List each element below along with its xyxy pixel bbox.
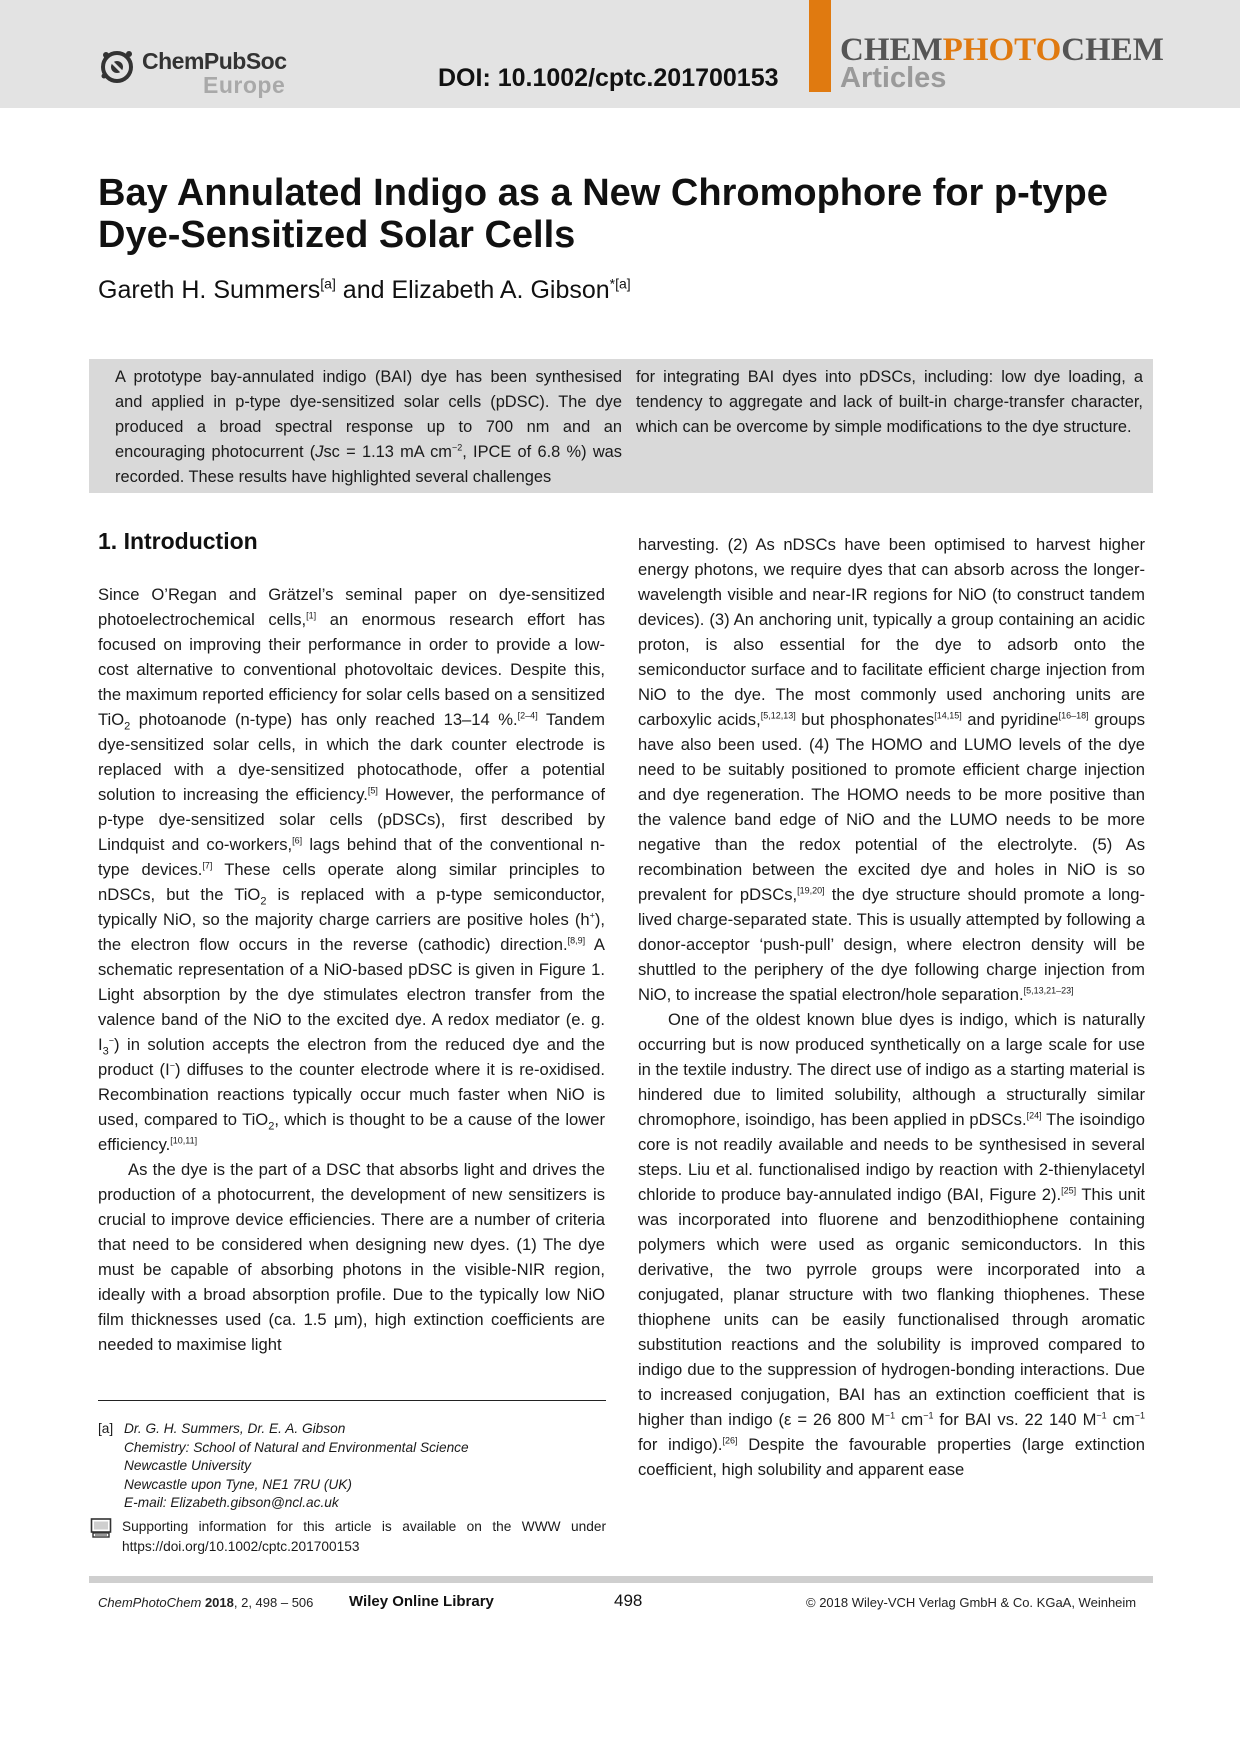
citation[interactable]: [24]	[1026, 1110, 1042, 1121]
abstract-segment: , IPCE of 6.8 %) was recorded. These results have highlighted several challenges	[115, 443, 622, 486]
superscript: −1	[884, 1410, 896, 1421]
subscript: 3	[102, 1045, 109, 1058]
journal-name-part: CHEM	[840, 32, 943, 68]
text: Tandem dye-sensitized solar cells, in which the dark counter electrode is replaced with a dye-sensitized photocathode, offer a potential solution to increasing the efficiency.	[98, 710, 605, 804]
text: ) diffuses to the counter electrode where it is re-oxidised. Recombination reactions typically occur much faster when NiO is used, compared to TiO	[98, 1060, 605, 1129]
subscript: 2	[260, 895, 267, 908]
superscript: −	[108, 1035, 115, 1046]
text: and pyridine	[961, 710, 1059, 729]
citation[interactable]: [5,12,13]	[760, 710, 796, 721]
text: One of the oldest known blue dyes is indigo, which is naturally occurring but is now produced synthetically on a large scale for use in the textile industry. The direct use of indigo as a starting material is hindered due to limited solubility, although a structurally similar chromophore, isoindigo, has been applied in pDSCs.	[638, 1010, 1145, 1129]
text: but phosphonates	[795, 710, 935, 729]
affiliation-mark: *[a]	[609, 275, 631, 292]
citation[interactable]: [10,11]	[170, 1135, 198, 1146]
journal-accent-bar	[809, 0, 831, 92]
footer-year: 2018	[204, 1595, 234, 1610]
jsc-symbol: J	[315, 443, 324, 461]
text: cm	[895, 1410, 924, 1429]
text: Despite the favourable properties (large extinction coefficient, high solubility and apparent ease	[638, 1435, 1145, 1479]
text: photoanode (n-type) has only reached 13–14 %.	[130, 710, 518, 729]
citation[interactable]: [2–4]	[517, 710, 538, 721]
section-type: Articles	[840, 62, 947, 94]
text: , which is thought to be a cause of the lower efficiency.	[98, 1110, 605, 1154]
superscript: −1	[1134, 1410, 1145, 1421]
footer-volume-pages: , 2, 498 – 506	[233, 1595, 314, 1610]
text: is replaced with a p-type semiconductor, typically NiO, so the majority charge carriers are positive holes (h	[98, 885, 605, 929]
footer-citation	[98, 1595, 313, 1610]
footer-divider	[89, 1576, 1153, 1583]
citation[interactable]: [1]	[306, 610, 317, 621]
text: Since O’Regan and Grätzel’s seminal paper on dye-sensitized photoelectrochemical cells,	[98, 585, 605, 629]
footnote-line: Chemistry: School of Natural and Environmental Science	[124, 1439, 469, 1455]
citation[interactable]: [5]	[367, 785, 378, 796]
abstract-segment: = 1.13 mA cm	[339, 443, 452, 461]
text: the dye structure should promote a long-lived charge-separated state. This is usually attempted by following a donor-acceptor ‘push-pull’ design, where electron density will be shuttled to the periphery of the dye following charge injection from NiO, to increase the spatial electron/hole separation.	[638, 885, 1145, 1004]
abstract-text-left	[115, 365, 622, 490]
citation[interactable]: [26]	[722, 1435, 738, 1446]
footnote-divider	[98, 1400, 606, 1401]
journal-name-part: CHEM	[1061, 32, 1164, 68]
publisher-logo	[100, 46, 300, 96]
citation[interactable]: [19,20]	[797, 885, 825, 896]
citation[interactable]: [16–18]	[1058, 710, 1089, 721]
paragraph	[638, 532, 1145, 1007]
text: ) in solution accepts the electron from the reduced dye and the product (I	[98, 1035, 605, 1079]
author-name: Gareth H. Summers	[98, 276, 321, 304]
subscript: 2	[124, 720, 131, 733]
author-separator: and	[335, 276, 392, 304]
doi-label[interactable]: DOI: 10.1002/cptc.201700153	[438, 64, 779, 92]
text: These cells operate along similar principles to nDSCs, but the TiO	[98, 860, 605, 904]
abstract-segment: A prototype bay-annulated indigo (BAI) dye has been synthesised and applied in p-type dye-sensitized solar cells (pDSC). The dye produced a broad spectral response up to 700 nm and an encouraging photocurrent (	[115, 368, 622, 461]
publisher-name: ChemPubSoc	[142, 48, 287, 74]
footnote-line: Newcastle upon Tyne, NE1 7RU (UK)	[124, 1476, 352, 1492]
citation[interactable]: [25]	[1061, 1185, 1077, 1196]
text: for indigo).	[638, 1435, 723, 1454]
journal-name-part: PHOTO	[942, 32, 1062, 68]
footer-journal: ChemPhotoChem	[98, 1595, 202, 1610]
text: ), the electron flow occurs in the reverse (cathodic) direction.	[98, 910, 605, 954]
citation[interactable]: [8,9]	[567, 935, 586, 946]
abstract-text-right: for integrating BAI dyes into pDSCs, including: low dye loading, a tendency to aggregate and lack of built-in charge-transfer character, which can be overcome by simple modifications to the dye structure.	[636, 368, 1143, 436]
body-column-left	[98, 582, 605, 1357]
text: lags behind that of the conventional n-type devices.	[98, 835, 605, 879]
paragraph	[638, 1007, 1145, 1482]
citation[interactable]: [6]	[292, 835, 303, 846]
superscript: −1	[1096, 1410, 1107, 1421]
body-column-right	[638, 532, 1145, 1482]
jsc-subscript: sc	[323, 443, 340, 461]
footnote-label: [a]	[98, 1421, 114, 1436]
author-list	[98, 276, 631, 305]
text: This unit was incorporated into fluorene and benzodithiophene containing polymers which were used as organic semiconductors. In this derivative, the two pyrrole groups were incorporated into a conjugated, planar structure with two flanking thiophenes. These thiophene units can be easily functionalised through aromatic substitution reactions and the solubility is improved compared to indigo due to the suppression of hydrogen-bonding interactions. Due to increased conjugation, BAI has an extinction coefficient that is higher than indigo (ε = 26 800 M	[638, 1185, 1145, 1429]
subscript: 2	[268, 1120, 275, 1133]
paragraph	[98, 582, 605, 1157]
paragraph: As the dye is the part of a DSC that absorbs light and drives the production of a photocurrent, the development of new sensitizers is crucial to improve device efficiencies. There are a number of criteria that need to be considered when designing new dyes. (1) The dye must be capable of absorbing photons in the visible-NIR region, ideally with a broad absorption profile. Due to the typically low NiO film thicknesses used (ca. 1.5 μm), high extinction coefficients are needed to maximise light	[98, 1160, 605, 1354]
text: cm	[1106, 1410, 1135, 1429]
text: for BAI vs. 22 140 M	[933, 1410, 1097, 1429]
copyright-notice: © 2018 Wiley-VCH Verlag GmbH & Co. KGaA, Weinheim	[806, 1595, 1137, 1610]
text: A schematic representation of a NiO-based pDSC is given in Figure 1. Light absorption by the dye stimulates electron transfer from the valence band of the NiO to the excited dye. A redox mediator (e. g. I	[98, 935, 605, 1054]
author-name: Elizabeth A. Gibson	[391, 276, 610, 304]
chempubsoc-emblem-icon	[100, 46, 136, 86]
section-heading: 1. Introduction	[98, 528, 258, 554]
footnote-line: Newcastle University	[124, 1458, 252, 1473]
text: However, the performance of p-type dye-sensitized solar cells (pDSCs), first described by Lindquist and co-workers,	[98, 785, 605, 854]
citation[interactable]: [5,13,21–23]	[1023, 985, 1074, 996]
page-number: 498	[614, 1591, 643, 1610]
superscript: +	[589, 910, 595, 921]
text: groups have also been used. (4) The HOMO and LUMO levels of the dye need to be suitably positioned to promote efficient charge injection and dye regeneration. The HOMO needs to be more positive than the valence band edge of NiO and the LUMO needs to be more negative than the redox potential of the electrolyte. (5) As recombination between the excited dye and holes in NiO is so prevalent for pDSCs,	[638, 710, 1145, 904]
superscript: −1	[923, 1410, 934, 1421]
affiliation-mark: [a]	[320, 275, 336, 292]
computer-monitor-icon	[90, 1517, 112, 1539]
text: harvesting. (2) As nDSCs have been optimised to harvest higher energy photons, we require dyes that can absorb across the longer-wavelength visible and near-IR regions for NiO (to construct tandem devices). (3) An anchoring unit, typically a group containing an acidic proton, is also essential for the dye to adsorb onto the semiconductor surface and to facilitate efficient charge injection from NiO to the dye. The most commonly used anchoring units are carboxylic acids,	[638, 535, 1145, 729]
footnote-email[interactable]: E-mail: Elizabeth.gibson@ncl.ac.uk	[124, 1495, 339, 1510]
text: The isoindigo core is not readily available and needs to be synthesised in several steps. Liu et al. functionalised indigo by reaction with 2-thienylacetyl chloride to produce bay-annulated indigo (BAI, Figure 2).	[638, 1110, 1145, 1204]
superscript: −2	[451, 442, 463, 453]
citation[interactable]: [14,15]	[934, 710, 962, 721]
citation[interactable]: [7]	[202, 860, 213, 871]
text: an enormous research effort has focused on improving their performance in order to provide a low-cost alternative to conventional photovoltaic devices. Despite this, the maximum reported efficiency for solar cells based on a sensitized TiO	[98, 610, 605, 729]
supporting-info-text[interactable]: Supporting information for this article is available on the WWW under https://doi.org/10.1002/cptc.201700153	[122, 1519, 606, 1554]
article-title: Bay Annulated Indigo as a New Chromophore for p-type Dye-Sensitized Solar Cells	[98, 172, 1108, 256]
superscript: −	[169, 1060, 175, 1071]
supporting-info-note	[90, 1517, 606, 1557]
wiley-online-library-link[interactable]: Wiley Online Library	[349, 1593, 494, 1610]
footnote-body	[124, 1420, 469, 1513]
publisher-region: Europe	[203, 72, 286, 98]
footnote-line: Dr. G. H. Summers, Dr. E. A. Gibson	[124, 1421, 346, 1436]
